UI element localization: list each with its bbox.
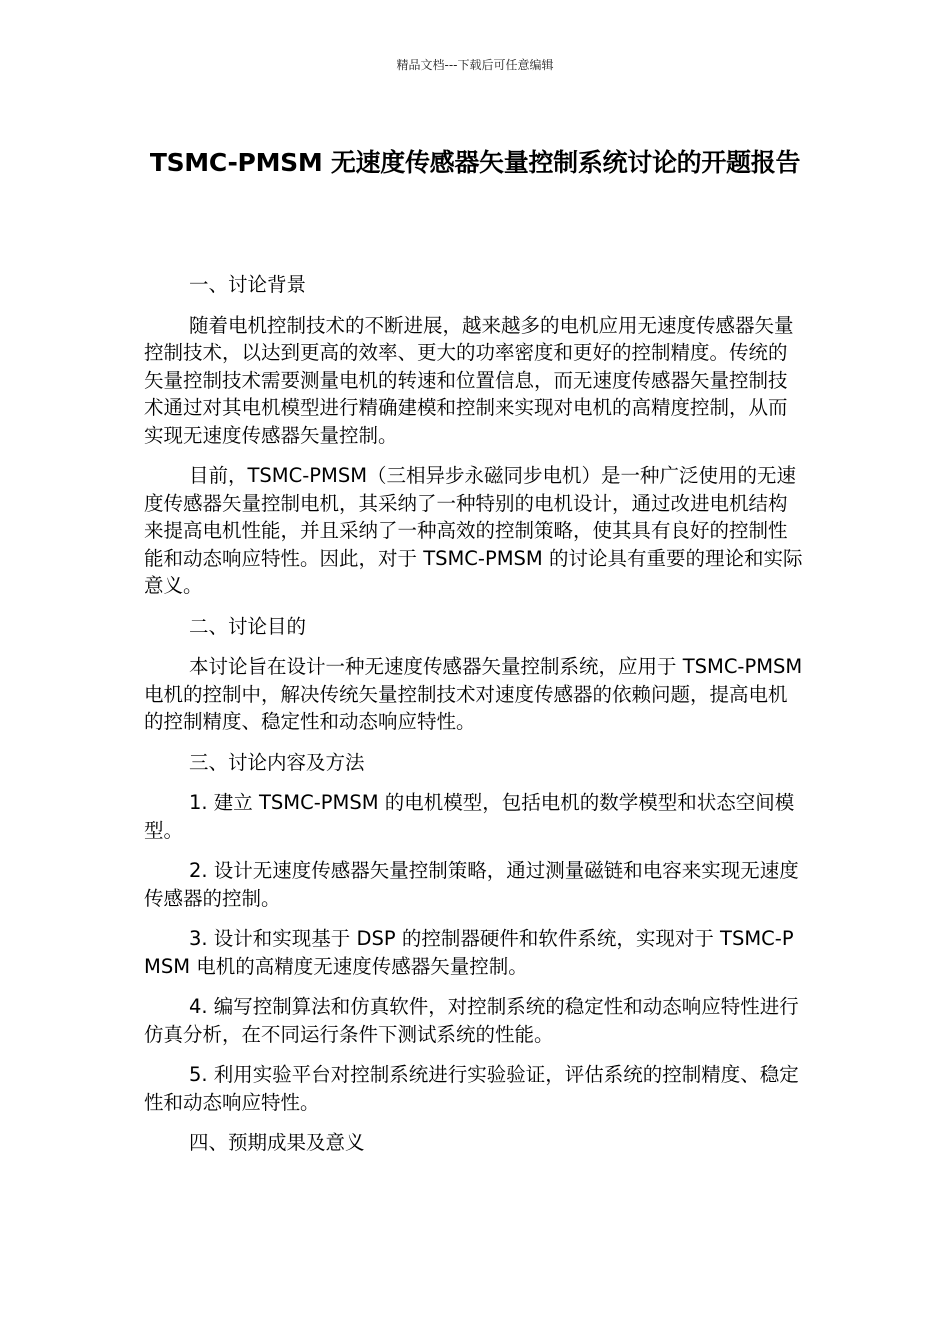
list-item-method-4: 4. 编写控制算法和仿真软件，对控制系统的稳定性和动态响应特性进行仿真分析，在不同运行条件下测试系统的性能。 — [144, 995, 799, 1046]
list-item-method-1: 1. 建立 TSMC-PMSM 的电机模型，包括电机的数学模型和状态空间模型。 — [144, 791, 795, 842]
list-item-method-5: 5. 利用实验平台对控制系统进行实验验证，评估系统的控制精度、稳定性和动态响应特性。 — [144, 1063, 799, 1114]
list-item-method-2: 2. 设计无速度传感器矢量控制策略，通过测量磁链和电容来实现无速度传感器的控制。 — [144, 859, 799, 910]
section-heading-purpose: 二、讨论目的 — [189, 614, 307, 638]
paragraph-purpose: 本讨论旨在设计一种无速度传感器矢量控制系统，应用于 TSMC-PMSM 电机的控制中，解决传统矢量控制技术对速度传感器的依赖问题，提高电机的控制精度、稳定性和动态响应特性。 — [144, 655, 803, 733]
section-heading-content-methods: 三、讨论内容及方法 — [189, 750, 365, 774]
paragraph-background-1: 随着电机控制技术的不断进展，越来越多的电机应用无速度传感器矢量控制技术，以达到更高的效率、更大的功率密度和更好的控制精度。传统的矢量控制技术需要测量电机的转速和位置信息，而无速度传感器矢量控制技术通过对其电机模型进行精确建模和控制来实现对电机的高精度控制，从而实现无速度传感器矢量控制。 — [144, 313, 794, 447]
section-heading-background: 一、讨论背景 — [189, 273, 307, 296]
paragraph-background-2: 目前，TSMC-PMSM（三相异步永磁同步电机）是一种广泛使用的无速度传感器矢量控制电机，其采纳了一种特别的电机设计，通过改进电机结构来提高电机性能，并且采纳了一种高效的控制策略，使其具有良好的控制性能和动态响应特性。因此，对于 TSMC-PMSM 的讨论具有重要的理论和实际意义。 — [144, 464, 803, 597]
header-note: 精品文档---下载后可任意编辑 — [396, 58, 554, 72]
section-heading-expected-results: 四、预期成果及意义 — [189, 1131, 365, 1154]
list-item-method-3: 3. 设计和实现基于 DSP 的控制器硬件和软件系统，实现对于 TSMC-PMSM 电机的高精度无速度传感器矢量控制。 — [144, 927, 794, 978]
document-title: TSMC-PMSM 无速度传感器矢量控制系统讨论的开题报告 — [149, 148, 801, 177]
document-body — [144, 271, 806, 1170]
